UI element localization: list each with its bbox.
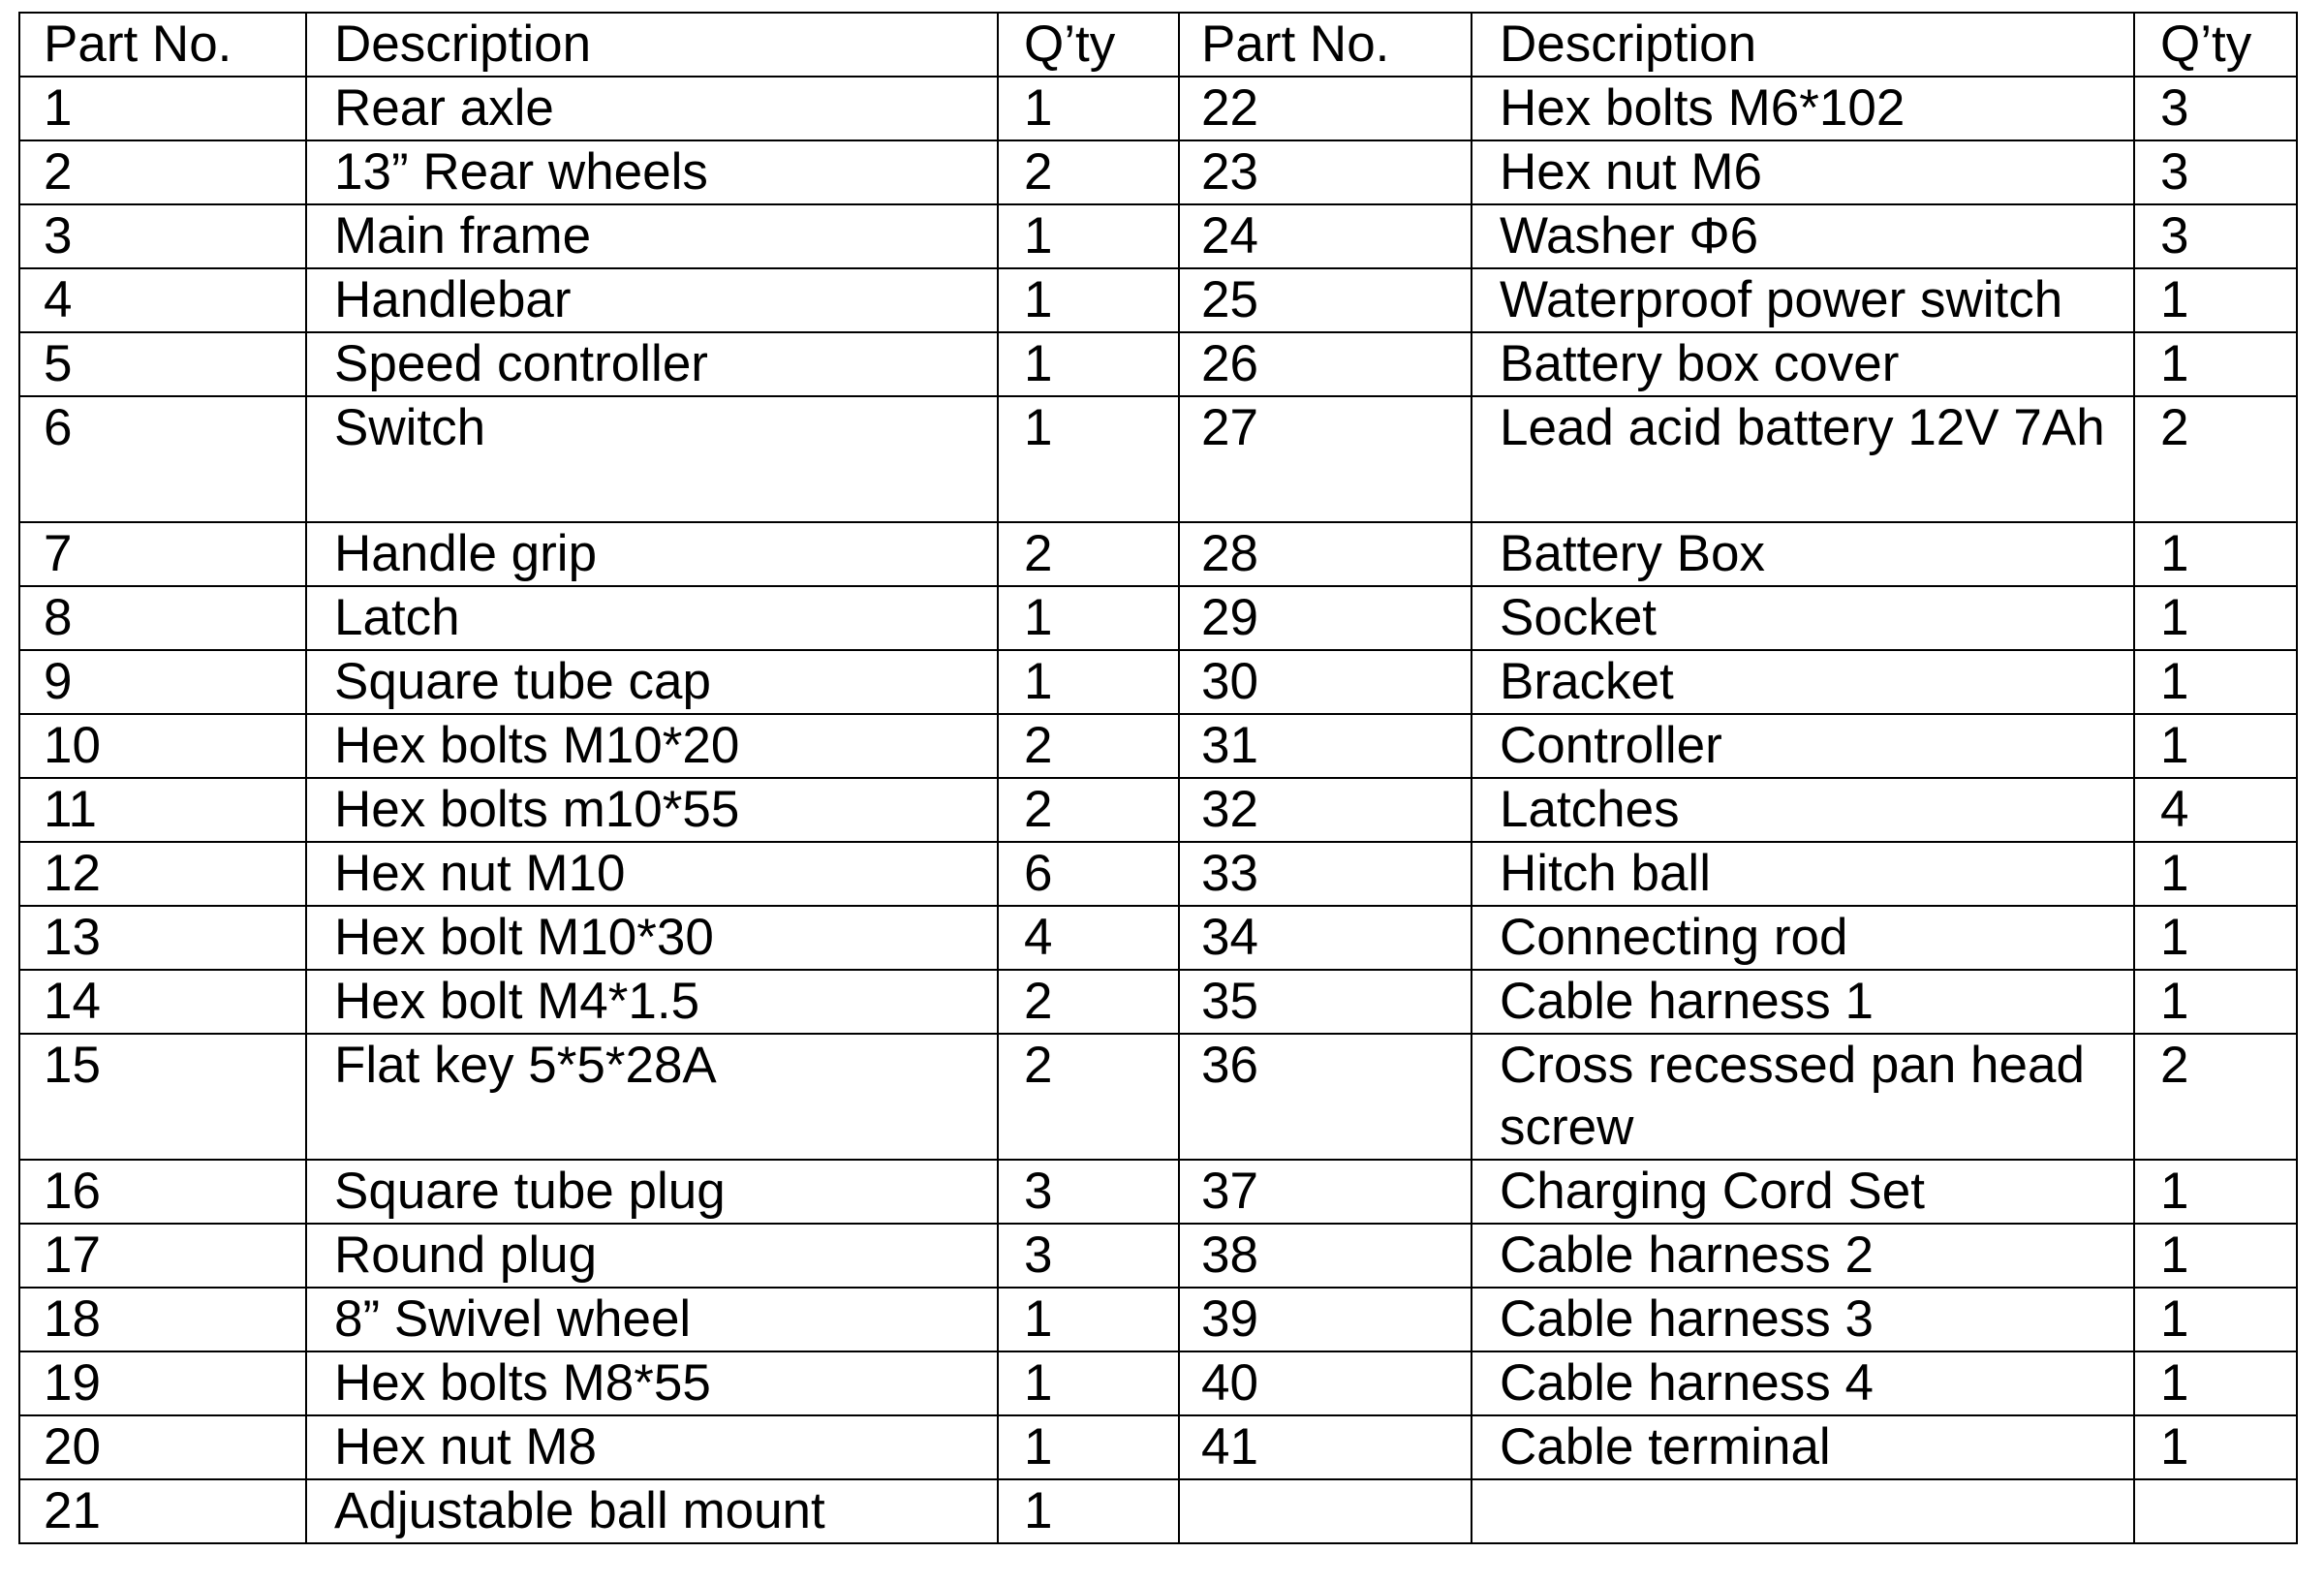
- cell-description-left: Switch: [306, 396, 998, 522]
- parts-table-body: [19, 13, 2297, 1543]
- header-description-left: Description: [306, 13, 998, 77]
- cell-description-right: Latches: [1472, 778, 2134, 842]
- header-qty-left: Q’ty: [998, 13, 1179, 77]
- cell-part-no-left: 21: [19, 1479, 306, 1543]
- cell-description-right: Cable terminal: [1472, 1415, 2134, 1479]
- parts-table: [18, 12, 2298, 1544]
- cell-description-left: Hex bolts M8*55: [306, 1351, 998, 1415]
- table-row: [19, 650, 2297, 714]
- cell-description-left: Hex nut M8: [306, 1415, 998, 1479]
- cell-description-left: Hex nut M10: [306, 842, 998, 906]
- cell-part-no-left: 11: [19, 778, 306, 842]
- cell-part-no-left: 1: [19, 77, 306, 140]
- cell-part-no-right: 29: [1179, 586, 1472, 650]
- cell-part-no-left: 4: [19, 268, 306, 332]
- cell-qty-left: 4: [998, 906, 1179, 970]
- cell-qty-left: 1: [998, 77, 1179, 140]
- cell-part-no-right: 35: [1179, 970, 1472, 1034]
- table-row: [19, 140, 2297, 204]
- table-row: [19, 332, 2297, 396]
- cell-description-right: Socket: [1472, 586, 2134, 650]
- cell-description-right: Cable harness 2: [1472, 1224, 2134, 1288]
- table-row: [19, 586, 2297, 650]
- cell-qty-right: 1: [2134, 714, 2297, 778]
- cell-qty-left: 2: [998, 970, 1179, 1034]
- cell-description-right: Washer Φ6: [1472, 204, 2134, 268]
- cell-qty-left: 3: [998, 1224, 1179, 1288]
- cell-qty-right: 3: [2134, 77, 2297, 140]
- header-qty-right: Q’ty: [2134, 13, 2297, 77]
- cell-part-no-right: 27: [1179, 396, 1472, 522]
- cell-description-left: Handlebar: [306, 268, 998, 332]
- cell-part-no-right: 34: [1179, 906, 1472, 970]
- cell-qty-left: 1: [998, 1288, 1179, 1351]
- cell-qty-right: 4: [2134, 778, 2297, 842]
- cell-description-right: Battery Box: [1472, 522, 2134, 586]
- cell-description-left: Main frame: [306, 204, 998, 268]
- table-row: [19, 204, 2297, 268]
- table-row: [19, 778, 2297, 842]
- table-row: [19, 522, 2297, 586]
- cell-part-no-right: 26: [1179, 332, 1472, 396]
- table-row: [19, 714, 2297, 778]
- cell-qty-left: 2: [998, 714, 1179, 778]
- cell-part-no-right: 32: [1179, 778, 1472, 842]
- cell-qty-left: 2: [998, 778, 1179, 842]
- cell-qty-left: 1: [998, 332, 1179, 396]
- cell-description-left: Handle grip: [306, 522, 998, 586]
- cell-qty-right: 1: [2134, 1224, 2297, 1288]
- cell-part-no-left: 17: [19, 1224, 306, 1288]
- cell-part-no-left: 6: [19, 396, 306, 522]
- cell-qty-left: 2: [998, 522, 1179, 586]
- cell-qty-left: 6: [998, 842, 1179, 906]
- cell-description-right: Hex bolts M6*102: [1472, 77, 2134, 140]
- cell-part-no-right: 33: [1179, 842, 1472, 906]
- cell-description-right: Battery box cover: [1472, 332, 2134, 396]
- cell-part-no-left: 18: [19, 1288, 306, 1351]
- cell-description-right: Cross recessed pan head screw: [1472, 1034, 2134, 1160]
- table-row: [19, 396, 2297, 522]
- cell-qty-right: 1: [2134, 1351, 2297, 1415]
- cell-description-left: Square tube cap: [306, 650, 998, 714]
- cell-part-no-left: 16: [19, 1160, 306, 1224]
- cell-part-no-right: 23: [1179, 140, 1472, 204]
- cell-part-no-right: 41: [1179, 1415, 1472, 1479]
- cell-qty-right: 3: [2134, 204, 2297, 268]
- cell-description-right: Bracket: [1472, 650, 2134, 714]
- cell-part-no-right: 25: [1179, 268, 1472, 332]
- cell-part-no-right: 22: [1179, 77, 1472, 140]
- cell-qty-left: 1: [998, 268, 1179, 332]
- cell-description-right: Cable harness 4: [1472, 1351, 2134, 1415]
- table-row: [19, 1288, 2297, 1351]
- cell-description-left: Round plug: [306, 1224, 998, 1288]
- cell-part-no-right: 39: [1179, 1288, 1472, 1351]
- table-row: [19, 1160, 2297, 1224]
- cell-qty-left: 3: [998, 1160, 1179, 1224]
- cell-qty-left: 2: [998, 1034, 1179, 1160]
- cell-part-no-right: 30: [1179, 650, 1472, 714]
- cell-description-left: Rear axle: [306, 77, 998, 140]
- cell-qty-left: 1: [998, 650, 1179, 714]
- header-row: [19, 13, 2297, 77]
- cell-description-right: Charging Cord Set: [1472, 1160, 2134, 1224]
- cell-qty-right: 3: [2134, 140, 2297, 204]
- cell-description-left: Hex bolt M4*1.5: [306, 970, 998, 1034]
- cell-description-right: Waterproof power switch: [1472, 268, 2134, 332]
- cell-qty-right: 1: [2134, 1288, 2297, 1351]
- cell-qty-right: 1: [2134, 906, 2297, 970]
- cell-part-no-right: [1179, 1479, 1472, 1543]
- cell-part-no-left: 15: [19, 1034, 306, 1160]
- cell-part-no-left: 19: [19, 1351, 306, 1415]
- cell-qty-left: 1: [998, 1415, 1179, 1479]
- cell-part-no-left: 5: [19, 332, 306, 396]
- cell-part-no-left: 9: [19, 650, 306, 714]
- cell-description-left: Hex bolts m10*55: [306, 778, 998, 842]
- cell-part-no-right: 24: [1179, 204, 1472, 268]
- cell-description-right: [1472, 1479, 2134, 1543]
- cell-part-no-left: 14: [19, 970, 306, 1034]
- cell-description-left: Speed controller: [306, 332, 998, 396]
- cell-qty-right: 2: [2134, 1034, 2297, 1160]
- cell-part-no-right: 38: [1179, 1224, 1472, 1288]
- cell-description-left: Hex bolts M10*20: [306, 714, 998, 778]
- cell-description-right: Cable harness 1: [1472, 970, 2134, 1034]
- cell-part-no-right: 28: [1179, 522, 1472, 586]
- cell-qty-left: 1: [998, 1479, 1179, 1543]
- cell-qty-right: 1: [2134, 586, 2297, 650]
- cell-qty-right: 1: [2134, 268, 2297, 332]
- cell-qty-left: 2: [998, 140, 1179, 204]
- cell-description-right: Cable harness 3: [1472, 1288, 2134, 1351]
- cell-part-no-right: 40: [1179, 1351, 1472, 1415]
- table-row: [19, 1479, 2297, 1543]
- cell-description-left: 8” Swivel wheel: [306, 1288, 998, 1351]
- cell-qty-left: 1: [998, 204, 1179, 268]
- cell-qty-right: 1: [2134, 522, 2297, 586]
- cell-description-right: Lead acid battery 12V 7Ah: [1472, 396, 2134, 522]
- header-part-no-left: Part No.: [19, 13, 306, 77]
- cell-description-left: 13” Rear wheels: [306, 140, 998, 204]
- cell-description-right: Connecting rod: [1472, 906, 2134, 970]
- cell-part-no-right: 31: [1179, 714, 1472, 778]
- cell-part-no-right: 37: [1179, 1160, 1472, 1224]
- cell-description-left: Hex bolt M10*30: [306, 906, 998, 970]
- cell-part-no-left: 12: [19, 842, 306, 906]
- cell-description-left: Adjustable ball mount: [306, 1479, 998, 1543]
- table-row: [19, 1351, 2297, 1415]
- table-row: [19, 1415, 2297, 1479]
- table-row: [19, 77, 2297, 140]
- cell-qty-left: 1: [998, 396, 1179, 522]
- cell-description-right: Hitch ball: [1472, 842, 2134, 906]
- header-part-no-right: Part No.: [1179, 13, 1472, 77]
- cell-qty-right: [2134, 1479, 2297, 1543]
- table-row: [19, 268, 2297, 332]
- cell-qty-right: 1: [2134, 650, 2297, 714]
- cell-description-left: Flat key 5*5*28A: [306, 1034, 998, 1160]
- cell-description-left: Square tube plug: [306, 1160, 998, 1224]
- cell-part-no-left: 20: [19, 1415, 306, 1479]
- cell-qty-left: 1: [998, 586, 1179, 650]
- table-row: [19, 1224, 2297, 1288]
- cell-qty-left: 1: [998, 1351, 1179, 1415]
- cell-part-no-left: 7: [19, 522, 306, 586]
- cell-part-no-left: 13: [19, 906, 306, 970]
- cell-qty-right: 1: [2134, 332, 2297, 396]
- cell-part-no-left: 10: [19, 714, 306, 778]
- table-row: [19, 842, 2297, 906]
- cell-description-right: Hex nut M6: [1472, 140, 2134, 204]
- cell-part-no-left: 8: [19, 586, 306, 650]
- cell-qty-right: 1: [2134, 842, 2297, 906]
- cell-description-right: Controller: [1472, 714, 2134, 778]
- table-row: [19, 1034, 2297, 1160]
- cell-qty-right: 1: [2134, 1415, 2297, 1479]
- cell-part-no-left: 2: [19, 140, 306, 204]
- cell-part-no-right: 36: [1179, 1034, 1472, 1160]
- cell-part-no-left: 3: [19, 204, 306, 268]
- cell-qty-right: 1: [2134, 970, 2297, 1034]
- header-description-right: Description: [1472, 13, 2134, 77]
- cell-qty-right: 1: [2134, 1160, 2297, 1224]
- cell-qty-right: 2: [2134, 396, 2297, 522]
- table-row: [19, 906, 2297, 970]
- cell-description-left: Latch: [306, 586, 998, 650]
- table-row: [19, 970, 2297, 1034]
